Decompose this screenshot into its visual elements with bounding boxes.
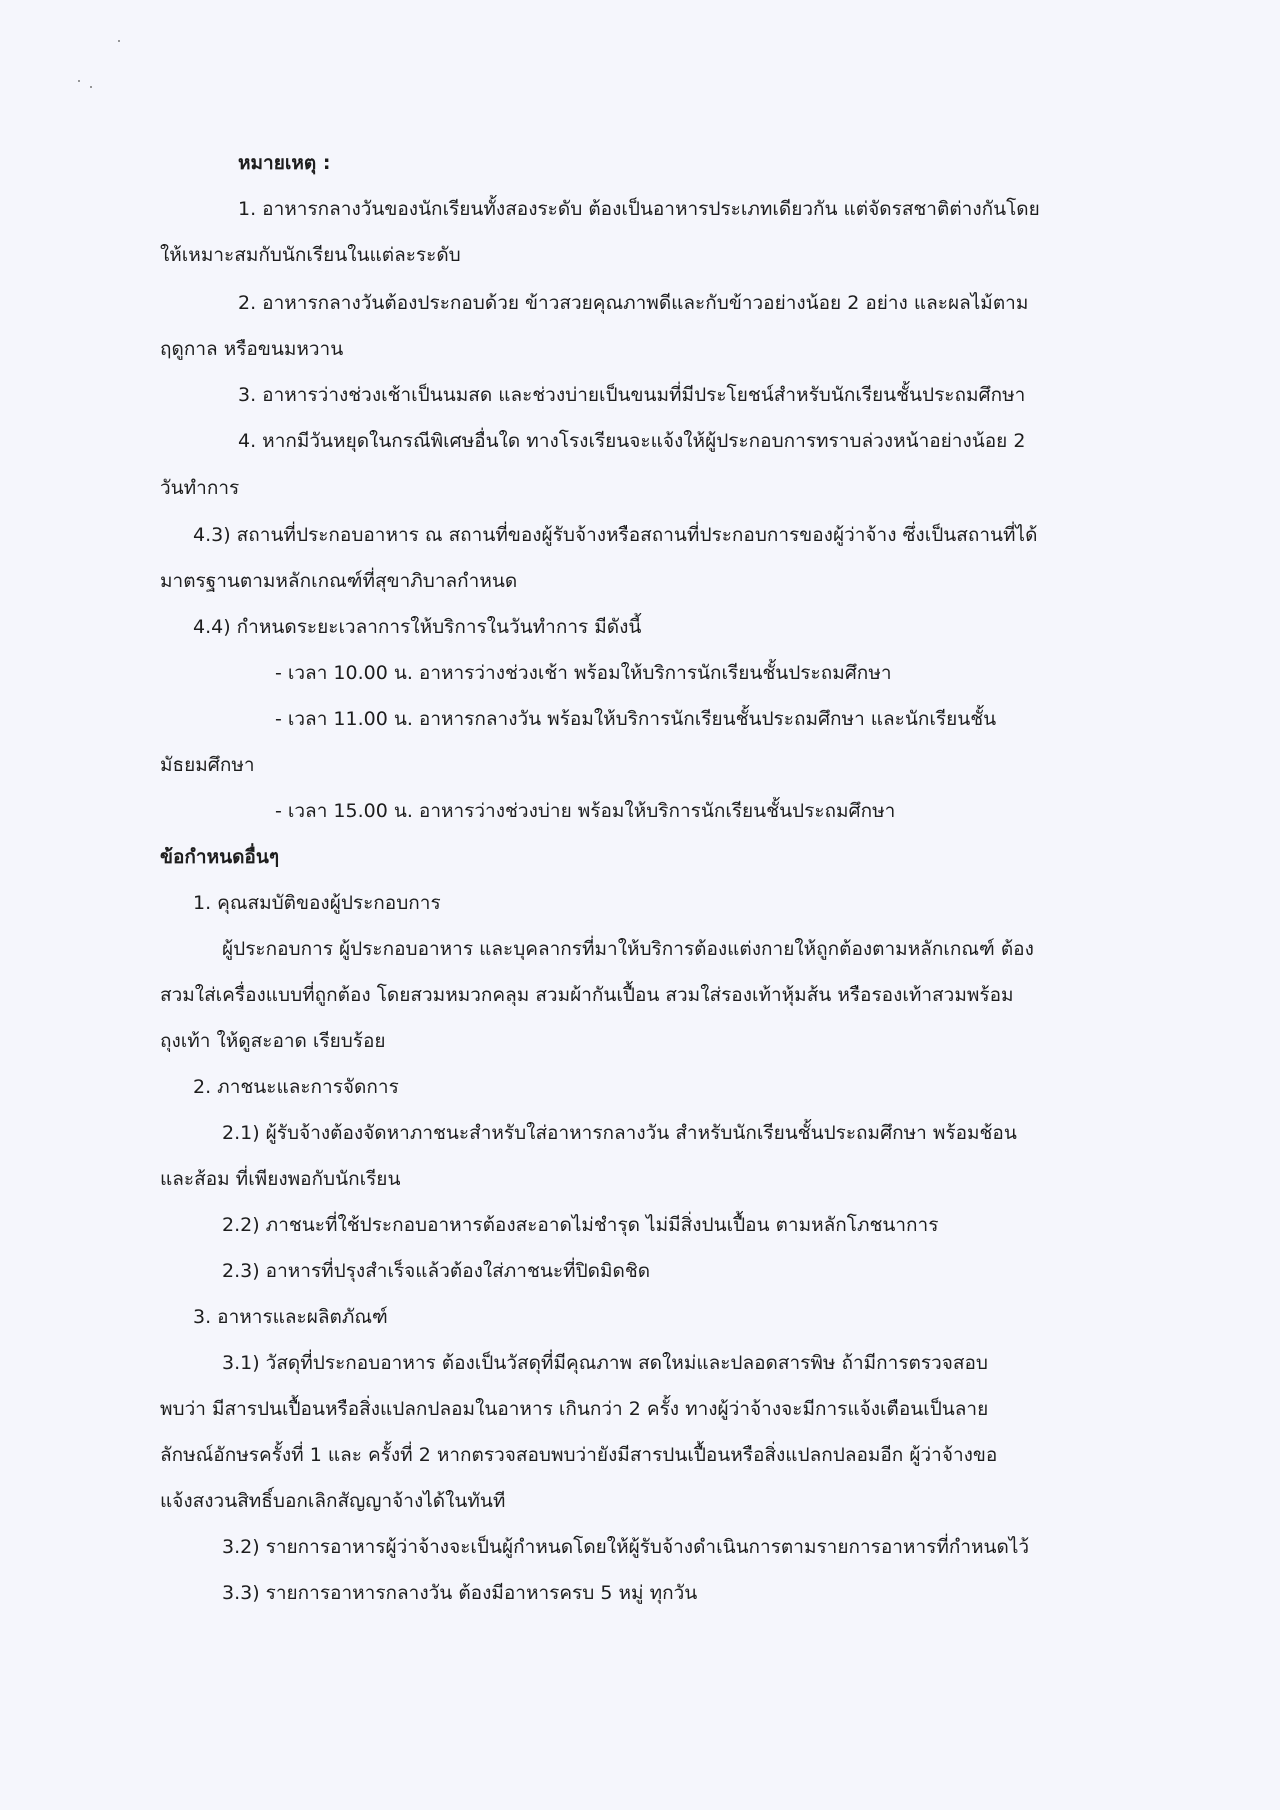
- qualification-line-1: ผู้ประกอบการ ผู้ประกอบอาหาร และบุคลากรที่มาให้บริการต้องแต่งกายให้ถูกต้องตามหลักเกณฑ์ ต้อง: [222, 938, 1034, 960]
- food-3-1-line-2: พบว่า มีสารปนเปื้อนหรือสิ่งแปลกปลอมในอาหาร เกินกว่า 2 ครั้ง ทางผู้ว่าจ้างจะมีการแจ้งเตือนเป็นลาย: [160, 1398, 989, 1420]
- section-4-3-line-1: 4.3) สถานที่ประกอบอาหาร ณ สถานที่ของผู้รับจ้างหรือสถานที่ประกอบการของผู้ว่าจ้าง ซึ่งเป็นสถานที่ได้: [193, 524, 1038, 546]
- containers-2-1: 2.1) ผู้รับจ้างต้องจัดหาภาชนะสำหรับใส่อาหารกลางวัน สำหรับนักเรียนชั้นประถมศึกษา พร้อมช้อน: [222, 1122, 1017, 1144]
- note-4: 4. หากมีวันหยุดในกรณีพิเศษอื่นใด ทางโรงเรียนจะแจ้งให้ผู้ประกอบการทราบล่วงหน้าอย่างน้อย 2: [238, 430, 1026, 452]
- containers-2-3: 2.3) อาหารที่ปรุงสำเร็จแล้วต้องใส่ภาชนะที่ปิดมิดชิด: [222, 1260, 651, 1282]
- section-4-3-line-2: มาตรฐานตามหลักเกณฑ์ที่สุขาภิบาลกำหนด: [160, 570, 518, 592]
- note-1: 1. อาหารกลางวันของนักเรียนทั้งสองระดับ ต้องเป็นอาหารประเภทเดียวกัน แต่จัดรสชาติต่างกันโดย: [238, 198, 1040, 220]
- food-3-2: 3.2) รายการอาหารผู้ว่าจ้างจะเป็นผู้กำหนดโดยให้ผู้รับจ้างดำเนินการตามรายการอาหารที่กำหนดไว้: [222, 1536, 1030, 1558]
- food-heading: 3. อาหารและผลิตภัณฑ์: [193, 1306, 388, 1328]
- other-requirements-heading: ข้อกำหนดอื่นๆ: [160, 846, 280, 868]
- note-2-cont: ฤดูกาล หรือขนมหวาน: [160, 338, 344, 360]
- schedule-item-2: - เวลา 11.00 น. อาหารกลางวัน พร้อมให้บริการนักเรียนชั้นประถมศึกษา และนักเรียนชั้น: [275, 708, 997, 730]
- schedule-item-1: - เวลา 10.00 น. อาหารว่างช่วงเช้า พร้อมให้บริการนักเรียนชั้นประถมศึกษา: [275, 662, 892, 684]
- containers-heading: 2. ภาชนะและการจัดการ: [193, 1076, 399, 1098]
- schedule-item-2-cont: มัธยมศึกษา: [160, 754, 255, 776]
- note-2: 2. อาหารกลางวันต้องประกอบด้วย ข้าวสวยคุณภาพดีและกับข้าวอย่างน้อย 2 อย่าง และผลไม้ตาม: [238, 292, 1029, 314]
- section-4-4-heading: 4.4) กำหนดระยะเวลาการให้บริการในวันทำการ มีดังนี้: [193, 616, 642, 638]
- food-3-1-line-1: 3.1) วัสดุที่ประกอบอาหาร ต้องเป็นวัสดุที่มีคุณภาพ สดใหม่และปลอดสารพิษ ถ้ามีการตรวจสอบ: [222, 1352, 988, 1374]
- note-1-cont: ให้เหมาะสมกับนักเรียนในแต่ละระดับ: [160, 244, 461, 266]
- notes-heading: หมายเหตุ :: [238, 152, 331, 174]
- food-3-1-line-3: ลักษณ์อักษรครั้งที่ 1 และ ครั้งที่ 2 หากตรวจสอบพบว่ายังมีสารปนเปื้อนหรือสิ่งแปลกปลอมอีก ผู้ว่าจ้างขอ: [160, 1444, 998, 1466]
- food-3-3: 3.3) รายการอาหารกลางวัน ต้องมีอาหารครบ 5 หมู่ ทุกวัน: [222, 1582, 698, 1604]
- note-3: 3. อาหารว่างช่วงเช้าเป็นนมสด และช่วงบ่ายเป็นขนมที่มีประโยชน์สำหรับนักเรียนชั้นประถมศึกษา: [238, 384, 1026, 406]
- note-4-cont: วันทำการ: [160, 477, 240, 499]
- containers-2-2: 2.2) ภาชนะที่ใช้ประกอบอาหารต้องสะอาดไม่ชำรุด ไม่มีสิ่งปนเปื้อน ตามหลักโภชนาการ: [222, 1214, 939, 1236]
- food-3-1-line-4: แจ้งสงวนสิทธิ์บอกเลิกสัญญาจ้างได้ในทันที: [160, 1490, 506, 1512]
- scan-speck: [90, 86, 92, 88]
- qualification-line-2: สวมใส่เครื่องแบบที่ถูกต้อง โดยสวมหมวกคลุม สวมผ้ากันเปื้อน สวมใส่รองเท้าหุ้มส้น หรือรองเท้าสวมพร้อม: [160, 984, 1014, 1006]
- scan-speck: [118, 40, 120, 42]
- containers-2-1-cont: และส้อม ที่เพียงพอกับนักเรียน: [160, 1168, 401, 1190]
- scan-speck: [78, 80, 80, 82]
- schedule-item-3: - เวลา 15.00 น. อาหารว่างช่วงบ่าย พร้อมให้บริการนักเรียนชั้นประถมศึกษา: [275, 800, 896, 822]
- qualification-line-3: ถุงเท้า ให้ดูสะอาด เรียบร้อย: [160, 1030, 386, 1052]
- qualification-heading: 1. คุณสมบัติของผู้ประกอบการ: [193, 892, 441, 914]
